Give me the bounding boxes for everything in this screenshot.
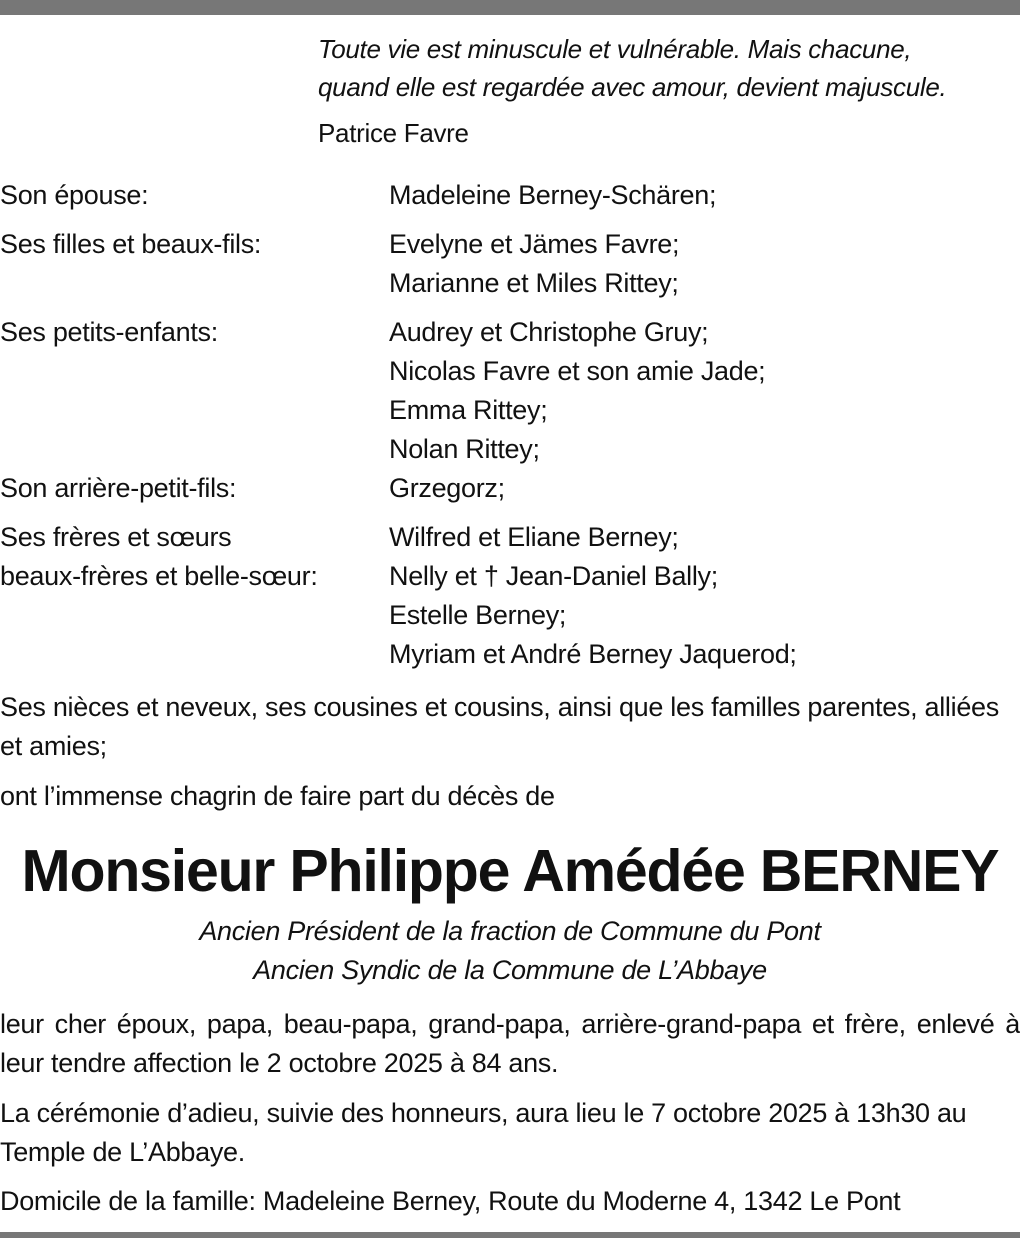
announce-text: ont l’immense chagrin de faire part du décès de (0, 781, 555, 811)
domicile-paragraph (0, 1182, 1020, 1221)
family-row-grandchildren (0, 313, 1020, 469)
family-label (0, 518, 389, 674)
deceased-titles (0, 912, 1020, 990)
quote-line: quand elle est regardée avec amour, devient majuscule. (318, 72, 947, 102)
family-label-line: Ses filles et beaux-fils: (0, 229, 262, 259)
family-label-line: Ses frères et sœurs (0, 522, 232, 552)
family-label (0, 176, 389, 215)
family-name: Evelyne et Jämes Favre; (389, 229, 680, 259)
top-rule (0, 0, 1020, 15)
ceremony-text: La cérémonie d’adieu, suivie des honneurs, aura lieu le 7 octobre 2025 à 13h30 au Temple de L’Abbaye. (0, 1098, 967, 1167)
description-paragraph (0, 1005, 1020, 1083)
family-label (0, 469, 389, 508)
family-name: Madeleine Berney-Schären; (389, 180, 717, 210)
family-names (389, 225, 679, 303)
deceased-name: Monsieur Philippe Amédée BERNEY (21, 838, 999, 904)
family-row-spouse (0, 176, 1020, 215)
bottom-rule (0, 1232, 1020, 1238)
title-line: Ancien Président de la fraction de Commune du Pont (199, 916, 821, 946)
family-row-daughters (0, 225, 1020, 303)
family-row-siblings (0, 518, 1020, 674)
family-name: Nelly et † Jean-Daniel Bally; (389, 561, 718, 591)
family-name: Myriam et André Berney Jaquerod; (389, 639, 797, 669)
family-label-line: Ses petits-enfants: (0, 317, 218, 347)
family-name: Nolan Rittey; (389, 434, 540, 464)
family-names (389, 518, 797, 674)
family-name: Estelle Berney; (389, 600, 567, 630)
family-name: Marianne et Miles Rittey; (389, 268, 679, 298)
ceremony-paragraph (0, 1094, 1020, 1172)
family-label (0, 225, 389, 303)
title-line: Ancien Syndic de la Commune de L’Abbaye (253, 955, 767, 985)
relatives-paragraph (0, 688, 1020, 766)
family-names (389, 469, 505, 508)
family-name: Emma Rittey; (389, 395, 548, 425)
announce-paragraph (0, 777, 1020, 816)
family-name: Grzegorz; (389, 473, 505, 503)
quote-author: Patrice Favre (318, 118, 469, 148)
domicile-text: Domicile de la famille: Madeleine Berney, Route du Moderne 4, 1342 Le Pont (0, 1186, 901, 1216)
family-list (0, 176, 1020, 674)
epigraph-quote (318, 30, 1018, 152)
family-name: Audrey et Christophe Gruy; (389, 317, 709, 347)
family-name: Wilfred et Eliane Berney; (389, 522, 679, 552)
family-label-line: Son épouse: (0, 180, 149, 210)
family-names (389, 313, 765, 469)
quote-line: Toute vie est minuscule et vulnérable. Mais chacune, (318, 34, 912, 64)
relatives-text: Ses nièces et neveux, ses cousines et cousins, ainsi que les familles parentes, alliées et amies; (0, 692, 999, 761)
description-text: leur cher époux, papa, beau-papa, grand-papa, arrière-grand-papa et frère, enlevé à leur tendre affection le 2 octobre 2025 à 84 ans. (0, 1009, 1020, 1078)
family-label-line: Son arrière-petit-fils: (0, 473, 237, 503)
family-label (0, 313, 389, 469)
family-name: Nicolas Favre et son amie Jade; (389, 356, 766, 386)
family-label-line: beaux-frères et belle-sœur: (0, 561, 318, 591)
family-row-great-grandson (0, 469, 1020, 508)
family-names (389, 176, 716, 215)
